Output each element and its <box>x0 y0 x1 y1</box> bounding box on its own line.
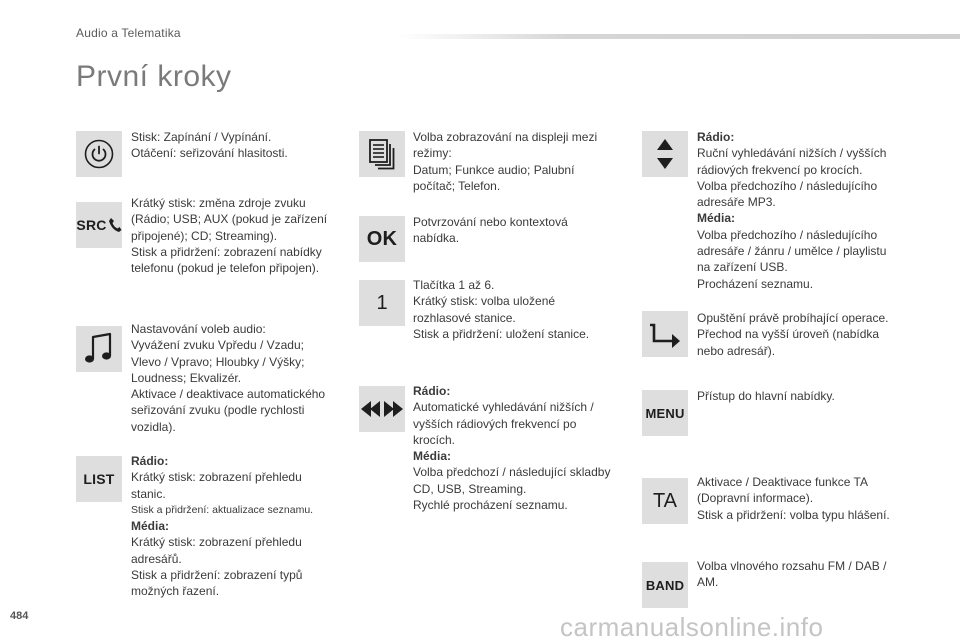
list-button-label: LIST <box>83 471 115 487</box>
desc-line: Přechod na vyšší úroveň (nabídka <box>697 327 880 342</box>
desc-line: Stisk a přidržení: aktualizace seznamu. <box>131 503 314 516</box>
desc-line: Stisk a přidržení: zobrazení nabídky <box>131 244 322 259</box>
desc-line: CD, USB, Streaming. <box>413 481 527 496</box>
band-description <box>697 558 886 591</box>
desc-line: na zařízení USB. <box>697 260 788 275</box>
page-title: První kroky <box>76 60 232 93</box>
desc-line: adresáře MP3. <box>697 195 776 210</box>
desc-line: Volba předchozího / následujícího <box>697 227 878 242</box>
desc-line: režimy: <box>413 146 452 161</box>
seek-arrows-icon <box>361 399 403 419</box>
desc-line: Procházení seznamu. <box>697 276 814 291</box>
ok-button-label: OK <box>366 227 398 250</box>
ta-button[interactable] <box>642 478 688 524</box>
header-divider <box>400 34 960 39</box>
seek-description <box>413 383 610 513</box>
watermark: carmanualsonline.info <box>560 612 824 642</box>
desc-line: Stisk a přidržení: zobrazení typů <box>131 568 303 583</box>
desc-line: Loudness; Ekvalizér. <box>131 370 242 385</box>
back-return-icon <box>648 319 682 349</box>
desc-line: Stisk a přidržení: uložení stanice. <box>413 326 590 341</box>
desc-line: rozhlasové stanice. <box>413 310 516 325</box>
power-button[interactable] <box>76 131 122 177</box>
display-mode-icon <box>368 138 396 170</box>
media-heading: Média: <box>413 449 452 464</box>
back-button[interactable] <box>642 311 688 357</box>
desc-line: Aktivace / Deaktivace funkce TA <box>697 475 868 489</box>
desc-line: stanic. <box>131 486 166 501</box>
desc-line: Ruční vyhledávání nižších / vyšších <box>697 146 887 161</box>
preset-button-1[interactable] <box>359 280 405 326</box>
desc-line: (Dopravní informace). <box>697 491 814 506</box>
band-button-label: BAND <box>645 577 685 593</box>
desc-line: nabídka. <box>413 231 460 246</box>
desc-line: Tlačítka 1 až 6. <box>413 278 495 292</box>
desc-line: Vyvážení zvuku Vpředu / Vzadu; <box>131 338 304 353</box>
desc-line: AM. <box>697 575 719 590</box>
desc-line: Vlevo / Vpravo; Hloubky / Výšky; <box>131 354 305 369</box>
desc-line: Volba vlnového rozsahu FM / DAB / <box>697 559 887 573</box>
menu-description <box>697 388 835 404</box>
preset-button-label: 1 <box>376 291 388 314</box>
desc-line: Volba zobrazování na displeji mezi <box>413 130 598 144</box>
desc-line: Krátký stisk: zobrazení přehledu <box>131 470 302 485</box>
desc-line: adresáře / žánru / umělce / playlistu <box>697 244 887 259</box>
display-mode-button[interactable] <box>359 131 405 177</box>
desc-line: Automatické vyhledávání nižších / <box>413 400 594 415</box>
audio-description <box>131 321 325 435</box>
up-down-buttons[interactable] <box>642 131 688 177</box>
phone-icon <box>108 217 122 233</box>
ta-button-label: TA <box>652 489 678 512</box>
ta-description <box>697 474 890 523</box>
band-button[interactable] <box>642 562 688 608</box>
desc-line: Krátký stisk: zobrazení přehledu <box>131 535 302 550</box>
preset-description <box>413 277 589 342</box>
ok-description <box>413 214 568 247</box>
desc-line: adresářů. <box>131 551 182 566</box>
desc-line: počítač; Telefon. <box>413 178 501 193</box>
list-description <box>131 453 313 600</box>
desc-line: Otáčení: seřizování hlasitosti. <box>131 146 288 161</box>
desc-line: Datum; Funkce audio; Palubní <box>413 162 575 177</box>
desc-line: Volba předchozího / následujícího <box>697 178 878 193</box>
desc-line: Opuštění právě probíhající operace. <box>697 311 889 325</box>
desc-line: krocích. <box>413 432 456 447</box>
seek-buttons[interactable] <box>359 386 405 432</box>
menu-button-label: MENU <box>645 405 685 421</box>
desc-line: Stisk: Zapínání / Vypínání. <box>131 130 272 144</box>
desc-line: vozidla). <box>131 419 176 434</box>
music-note-icon <box>84 332 114 366</box>
desc-line: telefonu (pokud je telefon připojen). <box>131 261 320 276</box>
desc-line: Volba předchozí / následující skladby <box>413 465 611 480</box>
desc-line: rádiových frekvencí po krocích. <box>697 162 863 177</box>
media-heading: Média: <box>131 519 170 534</box>
desc-line: Krátký stisk: volba uložené <box>413 294 556 309</box>
desc-line: Rychlé procházení seznamu. <box>413 498 568 513</box>
radio-heading: Rádio: <box>413 384 451 398</box>
ok-button[interactable] <box>359 216 405 262</box>
desc-line: (Rádio; USB; AUX (pokud je zařízení <box>131 212 328 227</box>
display-description <box>413 129 597 194</box>
menu-button[interactable] <box>642 390 688 436</box>
desc-line: připojené); CD; Streaming). <box>131 228 278 243</box>
radio-heading: Rádio: <box>697 130 735 144</box>
up-down-arrows-icon <box>655 137 675 171</box>
back-description <box>697 310 888 359</box>
power-icon <box>84 139 114 169</box>
desc-line: vyšších rádiových frekvencí po <box>413 416 577 431</box>
desc-line: Přístup do hlavní nabídky. <box>697 389 835 403</box>
desc-line: možných řazení. <box>131 584 220 599</box>
media-heading: Média: <box>697 211 736 226</box>
desc-line: nebo adresář). <box>697 343 776 358</box>
desc-line: Stisk a přidržení: volba typu hlášení. <box>697 507 890 522</box>
list-button[interactable] <box>76 456 122 502</box>
src-button[interactable] <box>76 202 122 248</box>
desc-line: seřizování zvuku (podle rychlosti <box>131 403 305 418</box>
desc-line: Krátký stisk: změna zdroje zvuku <box>131 196 306 210</box>
section-title: Audio a Telematika <box>76 26 181 40</box>
src-description <box>131 195 327 276</box>
page-number: 484 <box>10 610 29 622</box>
radio-heading: Rádio: <box>131 454 169 468</box>
desc-line: Aktivace / deaktivace automatického <box>131 387 326 402</box>
src-button-label: SRC <box>76 217 107 233</box>
desc-line: Potvrzování nebo kontextová <box>413 215 568 229</box>
power-description <box>131 129 288 162</box>
desc-line: Nastavování voleb audio: <box>131 322 266 336</box>
audio-settings-button[interactable] <box>76 326 122 372</box>
updown-description <box>697 129 886 292</box>
